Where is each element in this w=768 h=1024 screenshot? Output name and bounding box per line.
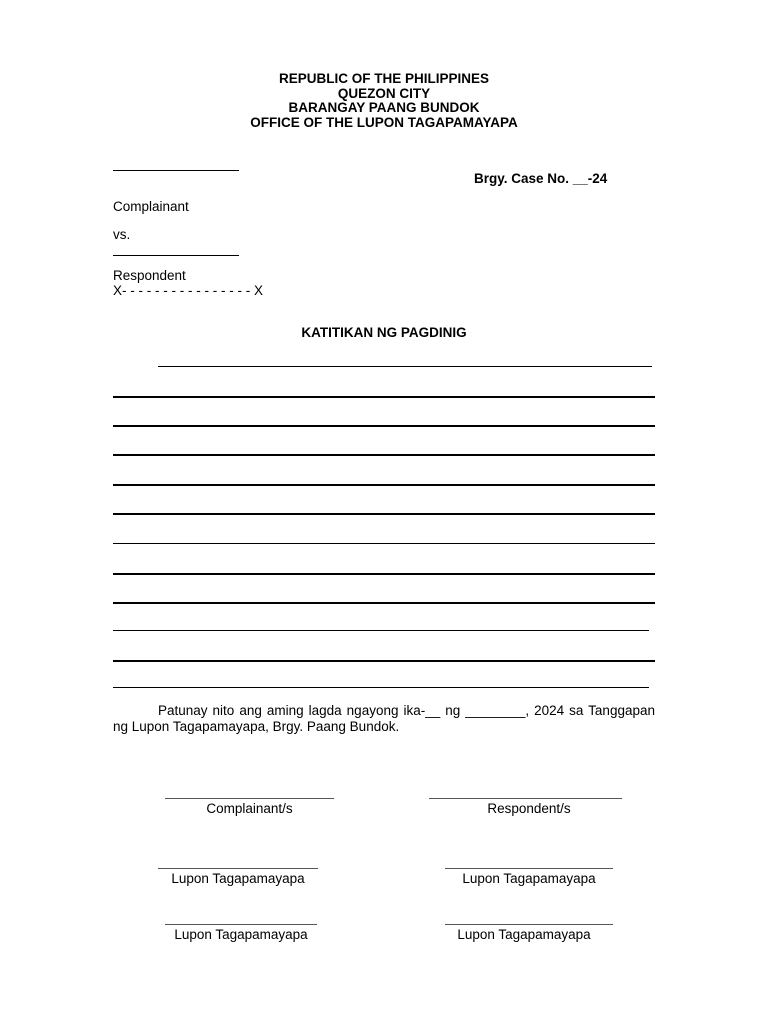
complainant-signature-line[interactable] [165,798,334,799]
minutes-title: KATITIKAN NG PAGDINIG [301,325,467,340]
complainant-signature-label: Complainant/s [206,801,293,816]
respondent-name-blank[interactable] [113,255,239,256]
lupon-signature-line[interactable] [445,924,613,925]
lupon-signature-label: Lupon Tagapamayapa [171,871,305,886]
versus-label: vs. [113,227,131,242]
minutes-line[interactable] [113,484,655,486]
minutes-line[interactable] [113,602,655,604]
minutes-line[interactable] [113,513,655,515]
lupon-signature-label: Lupon Tagapamayapa [174,927,308,942]
minutes-line[interactable] [113,660,655,662]
lupon-signature-label: Lupon Tagapamayapa [457,927,591,942]
header-barangay: BARANGAY PAANG BUNDOK [288,100,480,115]
respondent-signature-line[interactable] [429,798,622,799]
respondent-signature-label: Respondent/s [487,801,571,816]
lupon-signature-label: Lupon Tagapamayapa [462,871,596,886]
minutes-line[interactable] [158,366,652,367]
header-office: OFFICE OF THE LUPON TAGAPAMAYAPA [250,114,518,130]
header-republic: REPUBLIC OF THE PHILIPPINES [278,71,490,86]
minutes-line[interactable] [113,687,649,688]
lupon-signature-line[interactable] [165,924,317,925]
complainant-label: Complainant [113,199,189,214]
caption-separator: X- - - - - - - - - - - - - - - - X [113,283,263,298]
header-city: QUEZON CITY [337,85,431,101]
lupon-signature-line[interactable] [445,868,613,869]
minutes-line[interactable] [113,630,649,631]
attestation-paragraph: Patunay nito ang aming lagda ngayong ika-__ ng ________, 2024 sa Tanggapan ng Lupon Tagapamayapa, Brgy. Paang Bundok. [113,703,655,734]
minutes-line[interactable] [113,454,655,456]
document-header [0,72,768,130]
complainant-name-blank[interactable] [113,170,239,171]
minutes-line[interactable] [113,543,655,544]
respondent-label: Respondent [113,268,186,283]
minutes-line[interactable] [113,573,655,575]
lupon-signature-line[interactable] [158,868,318,869]
minutes-line[interactable] [113,425,655,427]
minutes-line[interactable] [113,396,655,398]
case-number-label: Brgy. Case No. __-24 [474,171,608,186]
